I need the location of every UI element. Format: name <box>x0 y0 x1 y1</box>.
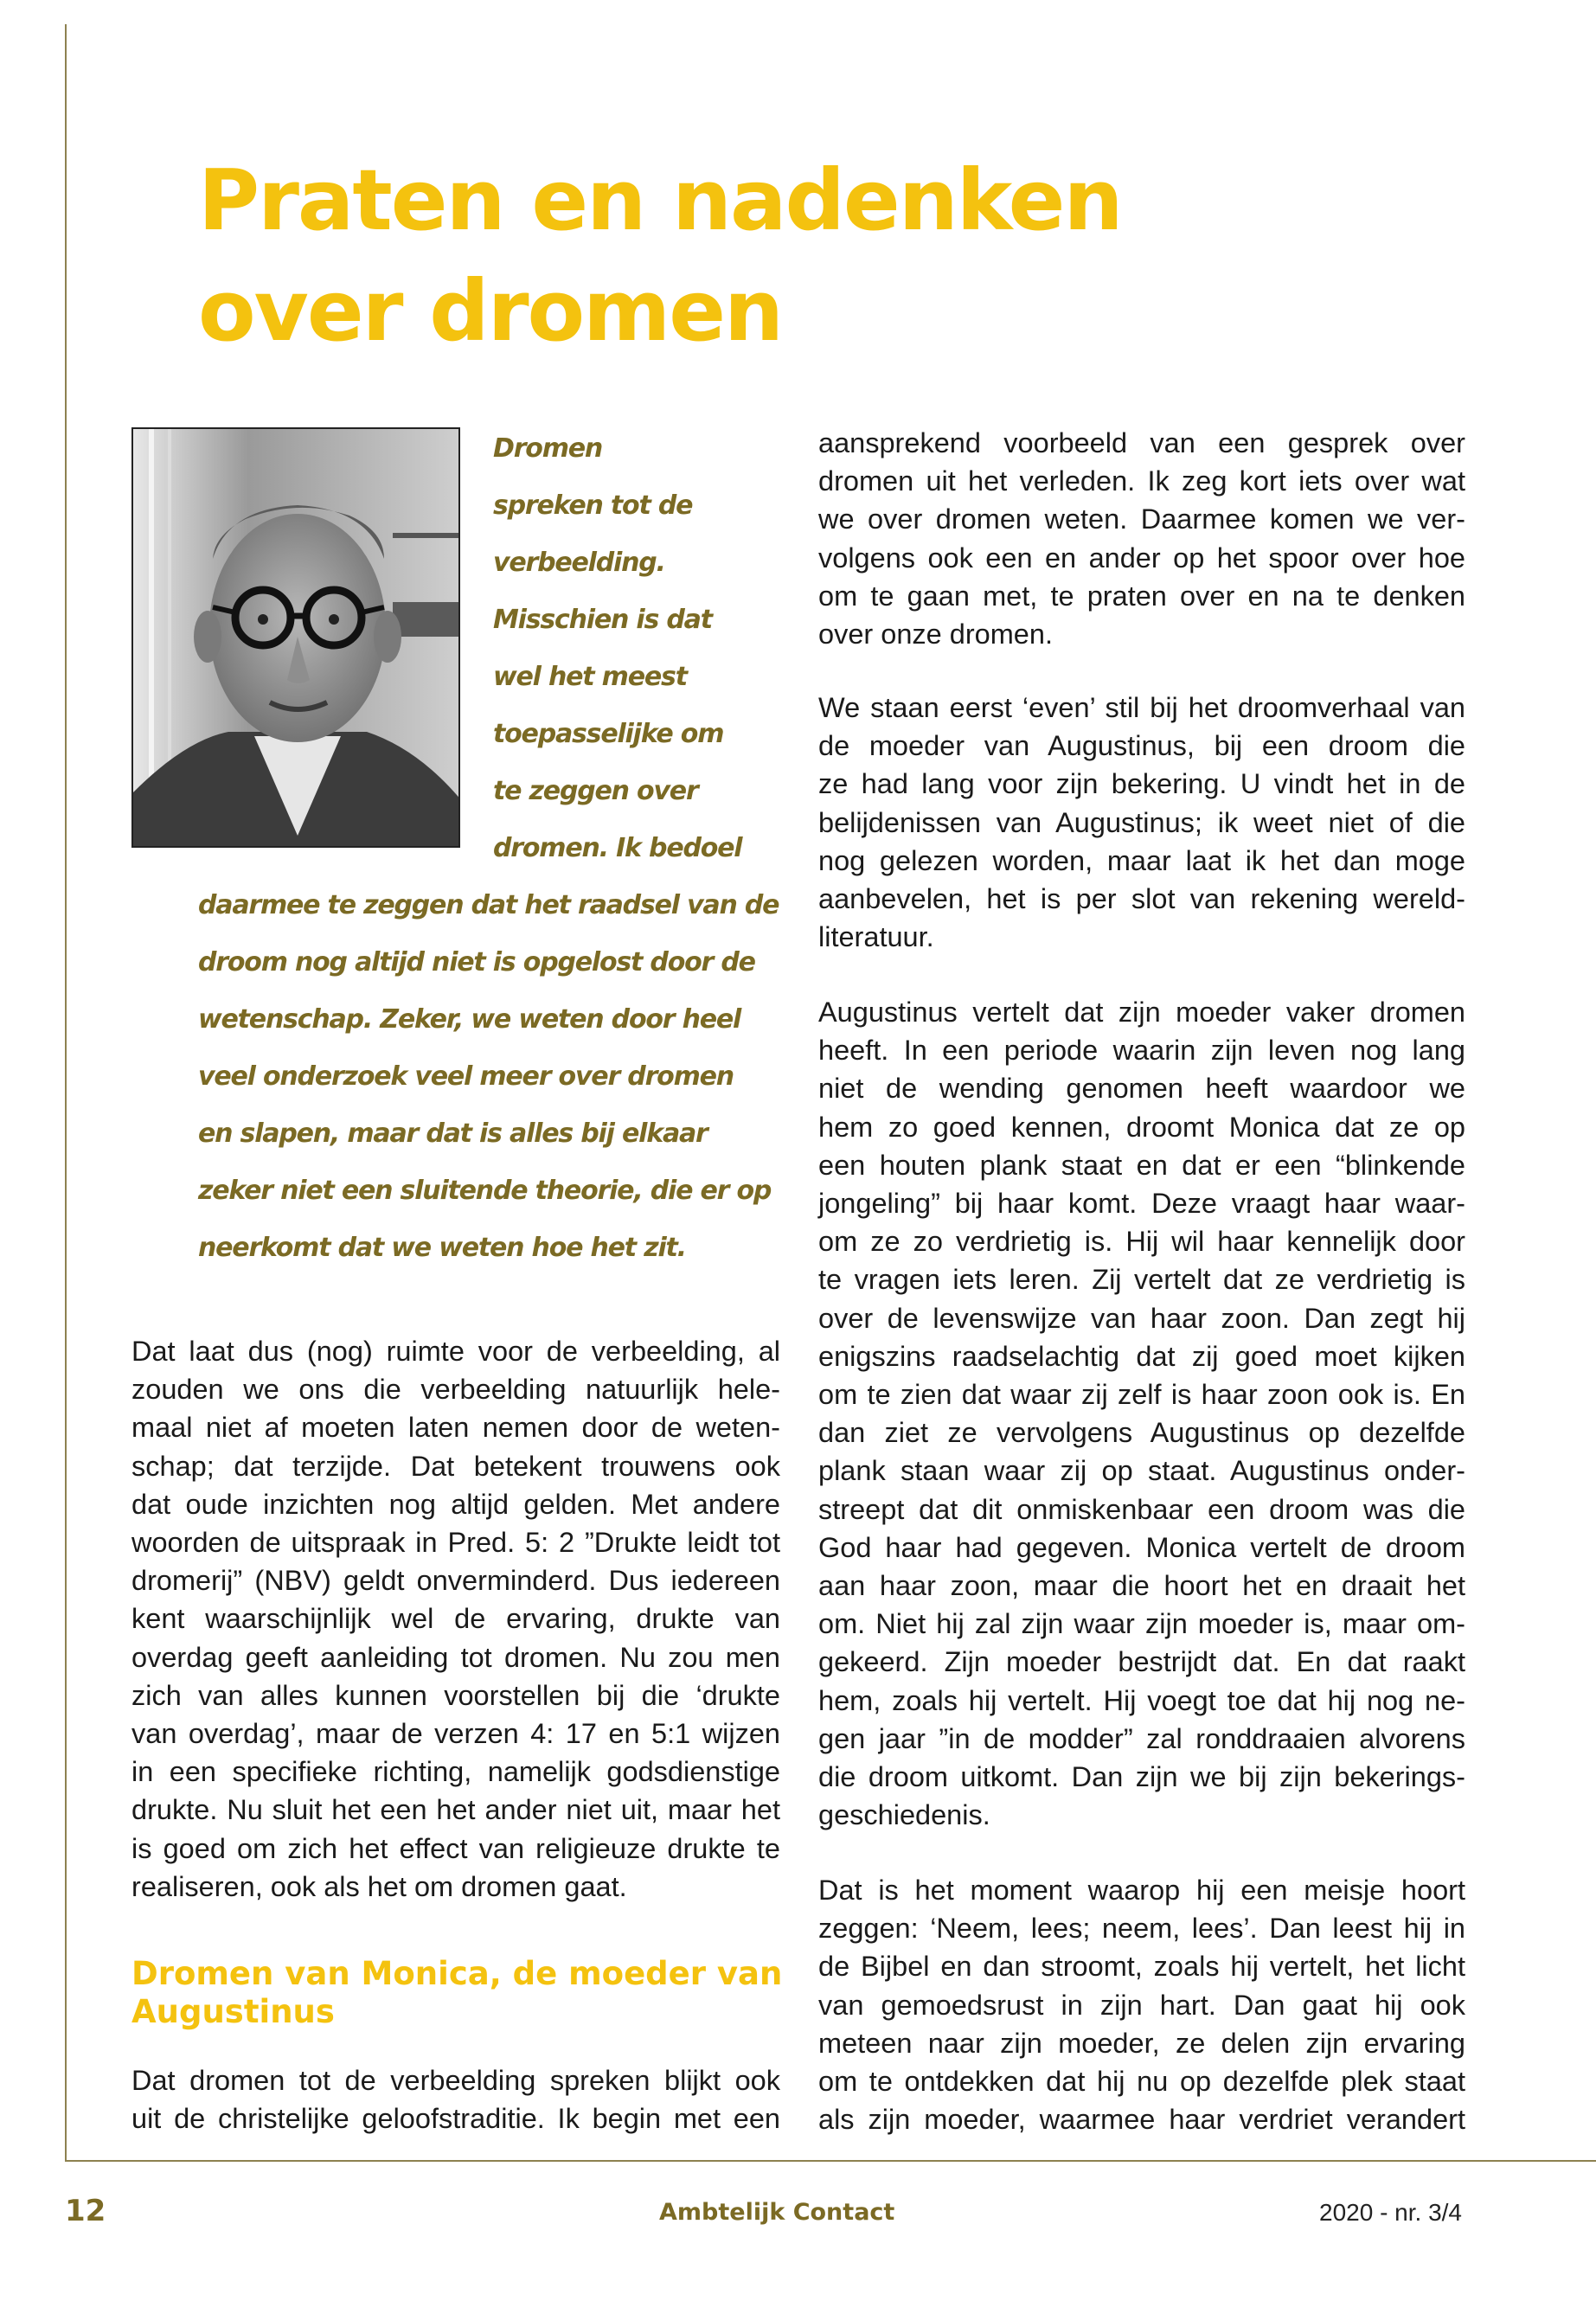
text-line: om. Niet hij zal zijn waar zijn moeder is, maar om- <box>818 1608 1465 1640</box>
text-line: dat oude inzichten nog altijd gelden. Met andere <box>131 1488 780 1520</box>
text-line: is goed om zich het effect van religieuze drukte te <box>131 1832 780 1864</box>
pullquote-line: spreken tot de <box>493 490 693 521</box>
text-line: een houten plank staat en dat er een “blinkende <box>818 1149 1465 1181</box>
text-line: streept dat dit onmiskenbaar een droom was die <box>818 1493 1465 1525</box>
text-line: om ze zo verdrietig is. Hij wil haar kennelijk door <box>818 1226 1465 1258</box>
body-paragraph-right-2 <box>818 689 1465 956</box>
bottom-rule <box>65 2160 1596 2162</box>
pullquote-line: en slapen, maar dat is alles bij elkaar <box>198 1118 708 1149</box>
pullquote-line: wel het meest <box>493 662 687 692</box>
text-line: drukte. Nu sluit het een het ander niet uit, maar het <box>131 1794 780 1826</box>
text-line: dromen uit het verleden. Ik zeg kort iets over wat <box>818 465 1465 497</box>
text-line: te vragen iets leren. Zij vertelt dat ze verdrietig is <box>818 1264 1465 1296</box>
text-line: hem, zoals hij vertelt. Hij voegt toe dat hij nog ne- <box>818 1684 1465 1716</box>
magazine-name: Ambtelijk Contact <box>659 2199 895 2226</box>
pullquote-line: neerkomt dat we weten hoe het zit. <box>198 1233 686 1263</box>
text-line: volgens ook een en ander op het spoor over hoe <box>818 542 1465 574</box>
text-line: uit de christelijke geloofstraditie. Ik begin met een <box>131 2103 780 2135</box>
text-line: om te ontdekken dat hij nu op dezelfde plek staat <box>818 2066 1465 2098</box>
article-title <box>198 145 1409 367</box>
body-paragraph-right-1 <box>818 424 1465 653</box>
text-line: We staan eerst ‘even’ stil bij het droomverhaal van <box>818 692 1465 723</box>
pullquote-line: zeker niet een sluitende theorie, die er op <box>198 1176 772 1206</box>
text-line: God haar had gegeven. Monica vertelt de droom <box>818 1531 1465 1563</box>
text-line: enigszins raadselachtig dat zij goed moet kijken <box>818 1340 1465 1372</box>
text-line: literatuur. <box>818 921 934 953</box>
text-line: aan haar zoon, maar die hoort het en draait het <box>818 1570 1465 1602</box>
text-line: de moeder van Augustinus, bij een droom die <box>818 730 1465 762</box>
text-line: in een specifieke richting, namelijk godsdienstige <box>131 1756 780 1788</box>
text-line: Dat laat dus (nog) ruimte voor de verbeelding, al <box>131 1336 780 1367</box>
text-line: woorden de uitspraak in Pred. 5: 2 ”Drukte leidt tot <box>131 1527 780 1559</box>
text-line: overdag geeft aanleiding tot dromen. Nu zou men <box>131 1641 780 1673</box>
text-line: we over dromen weten. Daarmee komen we ver- <box>818 503 1465 535</box>
pullquote-line: dromen. Ik bedoel <box>493 833 742 863</box>
left-rule <box>65 24 67 2161</box>
text-line: over de levenswijze van haar zoon. Dan zegt hij <box>818 1302 1465 1334</box>
pullquote-line: Dromen <box>493 433 603 464</box>
text-line: gekeerd. Zijn moeder bestrijdt dat. En dat raakt <box>818 1646 1465 1678</box>
text-line: belijdenissen van Augustinus; ik weet niet of die <box>818 806 1465 838</box>
text-line: maal niet af moeten laten nemen door de weten- <box>131 1412 780 1444</box>
text-line: niet de wending genomen heeft waardoor we <box>818 1073 1465 1105</box>
text-line: zouden we ons die verbeelding natuurlijk hele- <box>131 1374 780 1406</box>
body-paragraph-right-3 <box>818 993 1465 1834</box>
text-line: over onze dromen. <box>818 619 1053 651</box>
subheading-line: Dromen van Monica, de moeder van <box>131 1955 783 1992</box>
text-line: als zijn moeder, waarmee haar verdriet verandert <box>818 2104 1465 2136</box>
body-paragraph-right-4 <box>818 1871 1465 2138</box>
text-line: om te gaan met, te praten over en na te denken <box>818 580 1465 612</box>
pullquote-line: droom nog altijd niet is opgelost door de <box>198 947 755 977</box>
text-line: die droom uitkomt. Dan zijn we bij zijn bekerings- <box>818 1761 1465 1793</box>
text-line: Dat dromen tot de verbeelding spreken blijkt ook <box>131 2065 780 2096</box>
text-line: aansprekend voorbeeld van een gesprek over <box>818 427 1465 458</box>
text-line: Augustinus vertelt dat zijn moeder vaker dromen <box>818 997 1465 1028</box>
subheading-line: Augustinus <box>131 1993 335 2030</box>
pullquote-line: toepasselijke om <box>493 719 724 749</box>
text-line: gen jaar ”in de modder” zal ronddraaien alvorens <box>818 1722 1465 1754</box>
pullquote-line: veel onderzoek veel meer over dromen <box>198 1061 734 1092</box>
pullquote-bottom <box>198 877 779 1277</box>
text-line: zich van alles kunnen voorstellen bij die ‘drukte <box>131 1679 780 1711</box>
body-paragraph-left-2 <box>131 2061 780 2138</box>
pullquote-top <box>493 420 741 877</box>
text-line: heeft. In een periode waarin zijn leven nog lang <box>818 1035 1465 1067</box>
text-line: kent waarschijnlijk wel de ervaring, drukte van <box>131 1603 780 1635</box>
text-line: van gemoedsrust in zijn hart. Dan gaat hij ook <box>818 1989 1465 2021</box>
portrait-photo-icon <box>131 427 460 848</box>
text-line: plank staan waar zij op staat. Augustinus onder- <box>818 1455 1465 1487</box>
pullquote-line: daarmee te zeggen dat het raadsel van de <box>198 890 779 920</box>
title-line: Praten en nadenken <box>198 151 1122 249</box>
pullquote-line: Misschien is dat <box>493 605 712 635</box>
text-line: dan ziet ze vervolgens Augustinus op dezelfde <box>818 1417 1465 1449</box>
pullquote-line: wetenschap. Zeker, we weten door heel <box>198 1004 741 1035</box>
text-line: realiseren, ook als het om dromen gaat. <box>131 1870 627 1902</box>
section-subheading <box>131 1955 789 2031</box>
text-line: van overdag’, maar de verzen 4: 17 en 5:1 wijzen <box>131 1718 780 1750</box>
text-line: om te zien dat waar zij zelf is haar zoon ook is. En <box>818 1379 1465 1411</box>
body-paragraph-left-1 <box>131 1332 780 1906</box>
text-line: de Bijbel en dan stroomt, zoals hij vertelt, het licht <box>818 1951 1465 1983</box>
portrait-photo-svg <box>133 429 460 848</box>
text-line: aanbevelen, het is per slot van rekening wereld- <box>818 883 1465 915</box>
issue-label: 2020 - nr. 3/4 <box>1319 2199 1463 2226</box>
page-number: 12 <box>65 2194 106 2228</box>
text-line: hem zo goed kennen, droomt Monica dat ze op <box>818 1111 1465 1143</box>
text-line: nog gelezen worden, maar laat ik het dan moge <box>818 844 1465 876</box>
text-line: meteen naar zijn moeder, ze delen zijn ervaring <box>818 2027 1465 2059</box>
text-line: jongeling” bij haar komt. Deze vraagt haar waar- <box>818 1188 1465 1220</box>
title-line: over dromen <box>198 262 783 360</box>
text-line: geschiedenis. <box>818 1799 990 1831</box>
text-line: schap; dat terzijde. Dat betekent trouwens ook <box>131 1450 780 1482</box>
text-line: dromerij” (NBV) geldt onverminderd. Dus iedereen <box>131 1565 780 1597</box>
pullquote-line: te zeggen over <box>493 776 698 806</box>
text-line: zeggen: ‘Neem, lees; neem, lees’. Dan leest hij in <box>818 1913 1465 1945</box>
text-line: Dat is het moment waarop hij een meisje hoort <box>818 1875 1465 1906</box>
pullquote-line: verbeelding. <box>493 548 665 578</box>
text-line: ze had lang voor zijn bekering. U vindt het in de <box>818 768 1465 800</box>
